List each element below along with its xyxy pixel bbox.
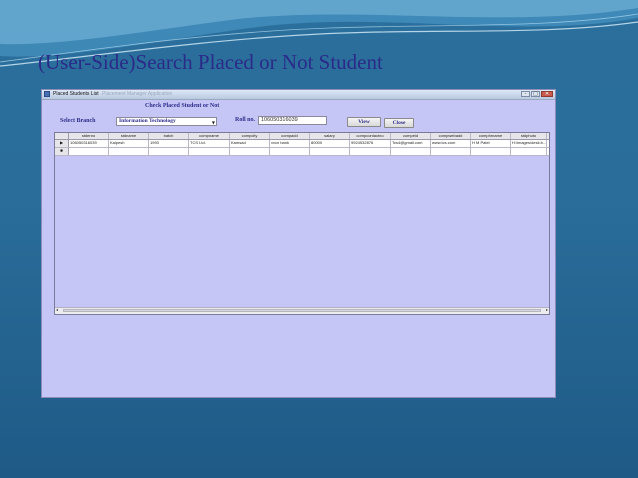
column-header-salary[interactable]: salary <box>310 133 350 139</box>
cell-stdname[interactable]: Kalpesh <box>109 140 149 147</box>
column-header-compadd[interactable]: compadd <box>270 133 310 139</box>
column-header-compwebadd[interactable]: compwebadd <box>431 133 471 139</box>
column-header-compcity[interactable]: compcity <box>230 133 270 139</box>
slide-title: (User-Side)Search Placed or Not Student <box>38 50 383 74</box>
table-row[interactable] <box>55 140 549 148</box>
column-header-stdname[interactable]: stdname <box>109 133 149 139</box>
scroll-right-icon[interactable]: ▸ <box>545 307 548 312</box>
placed-students-window <box>41 89 556 398</box>
column-header-stdenro[interactable]: stdenro <box>69 133 109 139</box>
chevron-down-icon[interactable]: ▼ <box>211 120 215 125</box>
cell-new-compeid[interactable] <box>391 148 431 155</box>
cell-stdenro[interactable]: 106050316039 <box>69 140 109 147</box>
row-marker: ▶ <box>55 140 69 147</box>
cell-new-compcontactno[interactable] <box>350 148 391 155</box>
form-heading: Check Placed Student or Not <box>145 103 220 109</box>
minimize-button[interactable]: - <box>521 91 530 97</box>
cell-stdphoto[interactable]: H:\images\desk.b... <box>512 140 547 145</box>
cell-new-stdname[interactable] <box>109 148 149 155</box>
app-icon <box>44 91 50 97</box>
close-window-button[interactable]: ✕ <box>541 91 553 97</box>
column-header-comphrname[interactable]: comphrname <box>471 133 511 139</box>
branch-label: Select Branch <box>60 118 96 124</box>
horizontal-scrollbar[interactable] <box>55 307 549 314</box>
cell-new-compwebadd[interactable] <box>431 148 471 155</box>
cell-new-compname[interactable] <box>189 148 230 155</box>
cell-compcontactno[interactable]: 9924532876 <box>350 140 391 147</box>
cell-comphrname[interactable]: H M Patel <box>471 140 511 147</box>
cell-new-compcity[interactable] <box>230 148 270 155</box>
branch-select[interactable] <box>116 117 217 126</box>
cell-compname[interactable]: TCS Ltd. <box>189 140 230 147</box>
cell-compwebadd[interactable]: www.tcs.com <box>431 140 471 147</box>
cell-compcity[interactable]: Kamsad <box>230 140 270 147</box>
column-header-batch[interactable]: batch <box>149 133 189 139</box>
scroll-thumb[interactable] <box>63 309 541 312</box>
cell-new-stdenro[interactable] <box>69 148 109 155</box>
view-button[interactable]: View <box>347 117 381 127</box>
cell-batch[interactable]: 1993 <box>149 140 189 147</box>
window-controls <box>521 91 553 97</box>
maximize-button[interactable]: □ <box>531 91 540 97</box>
window-title: Placed Students List <box>53 91 99 97</box>
scroll-left-icon[interactable]: ◂ <box>56 307 59 312</box>
roll-label: Roll no. <box>235 117 256 123</box>
column-header-compeid[interactable]: compeid <box>391 133 431 139</box>
column-header-compcontactno[interactable]: compcontactno <box>350 133 391 139</box>
students-grid[interactable] <box>54 132 550 315</box>
cell-salary[interactable]: 80000 <box>310 140 350 147</box>
roll-no-input[interactable]: 106050316039 <box>258 116 327 125</box>
cell-new-compadd[interactable] <box>270 148 310 155</box>
window-title-faded: Placement Manager Application <box>102 91 173 97</box>
close-button[interactable]: Close <box>384 118 414 128</box>
cell-new-batch[interactable] <box>149 148 189 155</box>
cell-new-stdphoto[interactable] <box>511 148 547 155</box>
grid-corner <box>55 133 69 139</box>
window-titlebar[interactable] <box>42 90 555 100</box>
cell-new-salary[interactable] <box>310 148 350 155</box>
cell-compadd[interactable]: vvcn bank <box>270 140 310 147</box>
table-row-new[interactable] <box>55 148 549 156</box>
branch-select-value: Information Technology <box>119 118 176 124</box>
cell-new-comphrname[interactable] <box>471 148 511 155</box>
column-header-compname[interactable]: compname <box>189 133 230 139</box>
column-header-stdphoto[interactable]: stdphoto <box>511 133 547 139</box>
grid-header <box>55 133 549 140</box>
new-row-marker: ✱ <box>55 148 69 155</box>
cell-compeid[interactable]: Tcs4@gmail.com <box>391 140 431 147</box>
